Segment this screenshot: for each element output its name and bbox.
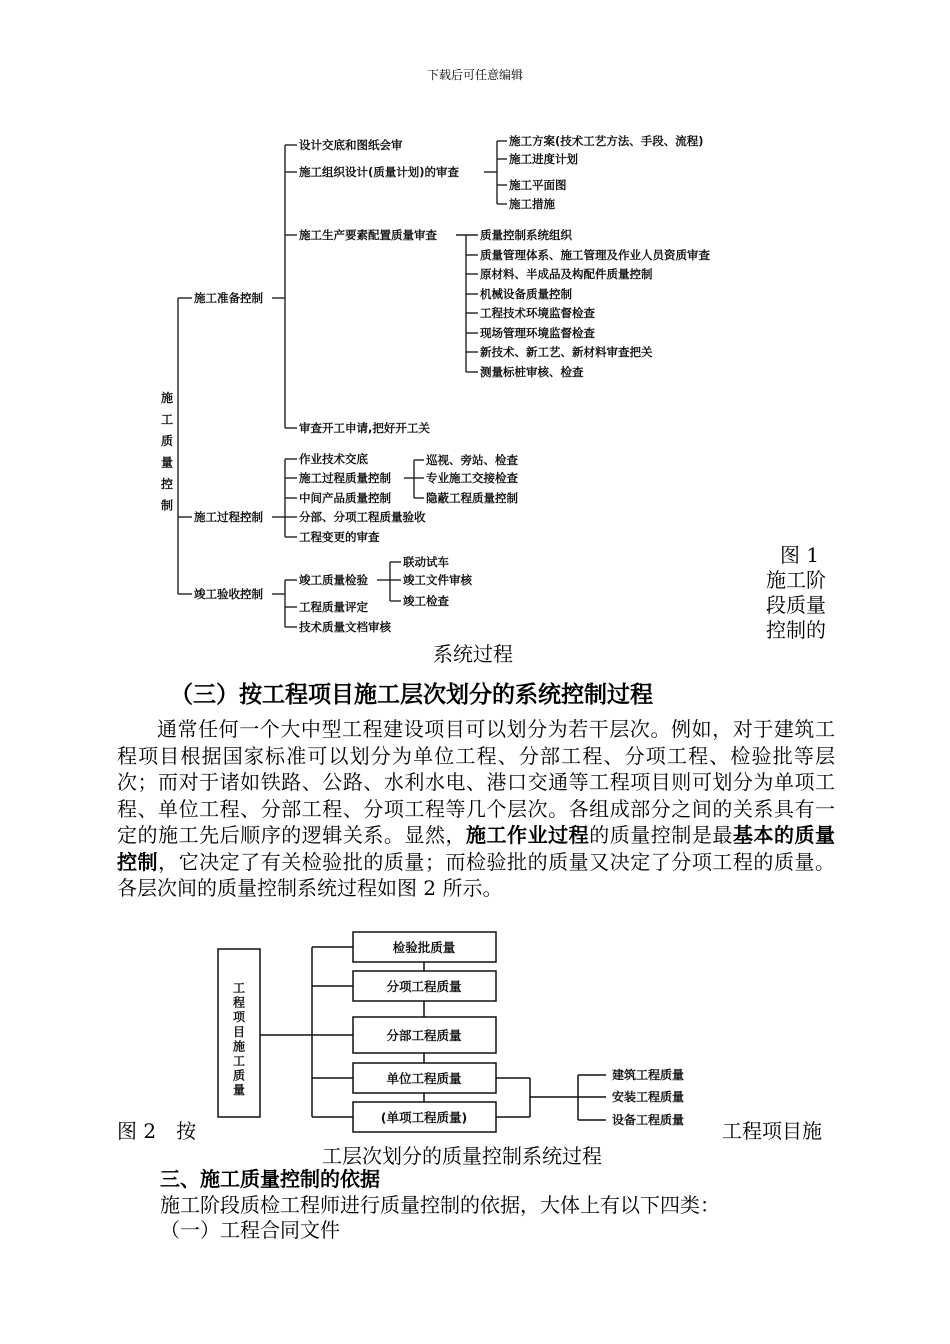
process-item: 分部、分项工程质量验收 <box>299 510 426 524</box>
factor-item: 质量控制系统组织 <box>480 228 572 242</box>
section-3-text: 施工阶段质检工程师进行质量控制的依据，大体上有以下四类： <box>160 1193 720 1217</box>
accept-item: 工程质量评定 <box>299 600 368 614</box>
prep-item: 施工组织设计(质量计划)的审查 <box>299 165 460 179</box>
org-item: 施工平面图 <box>509 178 567 192</box>
figure-2-caption-left: 图 2 按 <box>117 1119 197 1143</box>
factor-item: 机械设备质量控制 <box>480 287 572 301</box>
accept-sub-item: 联动试车 <box>403 555 449 569</box>
org-item: 施工方案(技术工艺方法、手段、流程) <box>509 134 704 148</box>
caption-line: 控制的 <box>766 618 826 642</box>
process-item: 工程变更的审查 <box>299 530 380 544</box>
process-item: 作业技术交底 <box>299 452 368 466</box>
figure-1-caption-bottom: 系统过程 <box>433 642 513 666</box>
figure-2-caption-line2: 工层次划分的质量控制系统过程 <box>322 1144 602 1168</box>
process-item: 施工过程质量控制 <box>299 471 391 485</box>
section-title: （三）按工程项目施工层次划分的系统控制过程 <box>170 682 653 708</box>
phase-accept: 竣工验收控制 <box>194 587 263 601</box>
process-sub-item: 专业施工交接检查 <box>426 471 518 485</box>
accept-item: 技术质量文档审核 <box>299 620 391 634</box>
accept-item: 竣工质量检验 <box>299 573 368 587</box>
fig1-root-label <box>160 390 173 513</box>
body-paragraph <box>117 716 835 902</box>
accept-sub-item: 竣工检查 <box>403 594 449 608</box>
process-sub-item: 隐蔽工程质量控制 <box>426 491 518 505</box>
factor-item: 质量管理体系、施工管理及作业人员资质审查 <box>480 248 710 262</box>
project-type-label: 安装工程质量 <box>612 1090 685 1104</box>
phase-process: 施工过程控制 <box>194 510 263 524</box>
project-type-label: 设备工程质量 <box>612 1113 685 1127</box>
page-header: 下载后可任意编辑 <box>426 68 523 82</box>
phase-prep: 施工准备控制 <box>194 291 263 305</box>
figure-1-caption-side <box>766 543 846 643</box>
prep-item: 设计交底和图纸会审 <box>299 138 403 152</box>
factor-item: 现场管理环境监督检查 <box>480 326 595 340</box>
level-box-label: 检验批质量 <box>392 940 456 955</box>
figure-2-caption-right: 工程项目施 <box>722 1119 822 1143</box>
org-item: 施工措施 <box>509 197 555 211</box>
para-text-3: ，它决定了有关检验批的质量；而检验批的质量又决定了分项工程的质量。各层次间的质量控制系统过程如图 2 所示。 <box>117 849 836 900</box>
caption-line: 施工阶 <box>766 568 826 592</box>
svg-text:工程项目施工质量: 工程项目施工质量 <box>232 981 246 1098</box>
caption-line: 图 1 <box>780 543 820 567</box>
level-box-label: 分部工程质量 <box>386 1028 462 1043</box>
figure-1-diagram <box>150 125 760 645</box>
para-bold-2: 基本的质量控制 <box>117 823 836 874</box>
accept-sub-item: 竣工文件审核 <box>403 573 472 587</box>
caption-line: 段质量 <box>766 593 826 617</box>
section-3-title: 三、施工质量控制的依据 <box>160 1167 380 1191</box>
fig2-root-label <box>233 981 246 1097</box>
factor-item: 测量标桩审核、检查 <box>480 365 584 379</box>
level-box-label: 单位工程质量 <box>386 1071 462 1086</box>
org-item: 施工进度计划 <box>509 152 578 166</box>
process-sub-item: 巡视、旁站、检查 <box>426 453 518 467</box>
factor-item: 原材料、半成品及构配件质量控制 <box>480 267 653 281</box>
svg-text:施工质量控制: 施工质量控制 <box>160 391 174 513</box>
project-type-label: 建筑工程质量 <box>612 1068 685 1082</box>
para-bold-1: 施工作业过程 <box>466 823 590 847</box>
subsection-1-title: （一）工程合同文件 <box>160 1218 340 1242</box>
process-item: 中间产品质量控制 <box>299 491 391 505</box>
factor-item: 工程技术环境监督检查 <box>480 306 595 320</box>
level-box-label: (单项工程质量) <box>380 1110 468 1125</box>
factor-item: 新技术、新工艺、新材料审查把关 <box>480 345 653 359</box>
para-text-2: 的质量控制是最 <box>589 823 733 847</box>
prep-item: 审查开工申请,把好开工关 <box>299 421 430 435</box>
figure-2-diagram <box>210 925 730 1140</box>
level-box-label: 分项工程质量 <box>386 979 462 994</box>
para-text-1: 通常任何一个大中型工程建设项目可以划分为若干层次。例如，对于建筑工程项目根据国家标准可以划分为单位工程、分部工程、分项工程、检验批等层次；而对于诸如铁路、公路、水利水电、港口交通等工程项目则可划分为单项工程、单位工程、分部工程、分项工程等几个层次。各组成部分之间的关系具有一定的施工先后顺序的逻辑关系。显然， <box>117 717 835 847</box>
prep-item: 施工生产要素配置质量审查 <box>299 228 437 242</box>
